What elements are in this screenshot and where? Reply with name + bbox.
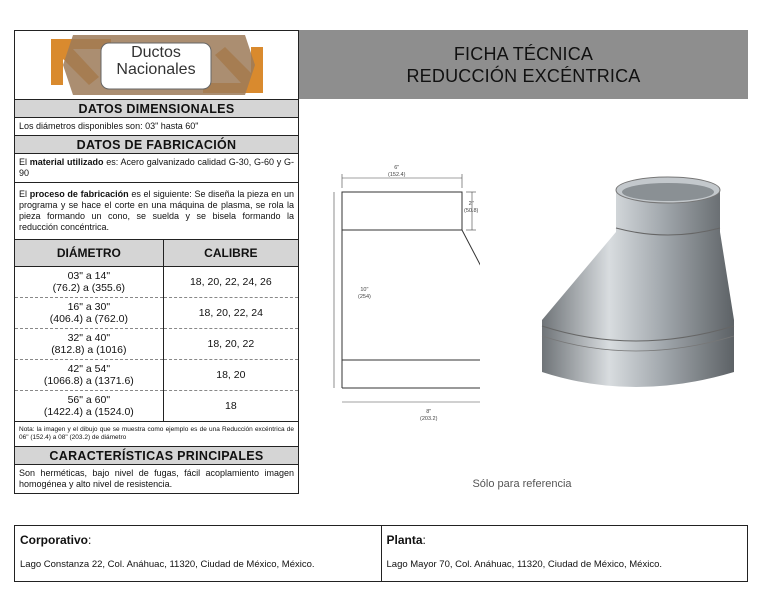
title-banner (299, 30, 748, 99)
features-text: Son herméticas, bajo nivel de fugas, fácil acoplamiento imagen homogénea y alto nivel de resistencia. (19, 467, 294, 489)
diameter-cell: 03" a 14" (76.2) a (355.6) (15, 266, 163, 297)
plant-address: Lago Mayor 70, Col. Anáhuac, 11320, Ciudad de México, México. (386, 559, 662, 570)
plant-block: Planta: Lago Mayor 70, Col. Anáhuac, 11320, Ciudad de México, México. (381, 526, 748, 581)
diameter-cell: 42" a 54" (1066.8) a (1371.6) (15, 359, 163, 390)
corporate-title: Corporativo (20, 533, 89, 547)
product-photo (524, 150, 749, 398)
table-row (15, 328, 298, 359)
corporate-address: Lago Constanza 22, Col. Anáhuac, 11320, Ciudad de México, México. (20, 559, 315, 570)
col-header-diameter: DIÁMETRO (15, 240, 163, 266)
company-logo (15, 31, 298, 100)
logo-line-1: Ductos (131, 44, 181, 61)
side-dimension-label: 2" (50.8) (464, 201, 479, 214)
process-text: El proceso de fabricación es el siguiente: Se diseña la pieza en un programa y se hace el corte en una máquina de plasma, se rola la pieza formando un cono, se suelda y se bisela formando la reducción concéntrica. (15, 183, 298, 240)
dimensional-title: DATOS DIMENSIONALES (15, 100, 298, 118)
title-line-2: REDUCCIÓN EXCÉNTRICA (406, 65, 641, 86)
example-note: Nota: la imagen y el dibujo que se muestra como ejemplo es de una Reducción excéntrica de 06" (152.4) a 08" (203.2) de diámetro (15, 422, 298, 447)
gauge-cell: 18, 20, 22, 24 (163, 297, 298, 328)
table-row (15, 297, 298, 328)
gauge-table (15, 240, 298, 422)
gauge-cell: 18, 20, 22, 24, 26 (163, 266, 298, 297)
dimensional-text: Los diámetros disponibles son: 03" hasta 60" (15, 118, 298, 136)
table-row (15, 359, 298, 390)
material-text: El material utilizado es: Acero galvanizado calidad G-30, G-60 y G-90 (15, 154, 298, 183)
gauge-cell: 18, 20 (163, 359, 298, 390)
plant-title: Planta (386, 533, 423, 547)
height-dimension-label: 10" (254) (358, 287, 371, 300)
left-column (14, 30, 299, 494)
diameter-cell: 56" a 60" (1422.4) a (1524.0) (15, 390, 163, 421)
features-title: CARACTERÍSTICAS PRINCIPALES (15, 447, 298, 465)
reference-caption: Sólo para referencia (472, 478, 572, 490)
gauge-cell: 18 (163, 390, 298, 421)
corporate-block: Corporativo: Lago Constanza 22, Col. Anáhuac, 11320, Ciudad de México, México. (15, 526, 381, 581)
title-line-1: FICHA TÉCNICA (453, 43, 594, 64)
diameter-cell: 16" a 30" (406.4) a (762.0) (15, 297, 163, 328)
top-dimension-label: 6" (152.4) (388, 165, 406, 178)
logo-line-2: Nacionales (116, 61, 196, 78)
fabrication-title: DATOS DE FABRICACIÓN (15, 136, 298, 154)
table-row (15, 390, 298, 421)
gauge-cell: 18, 20, 22 (163, 328, 298, 359)
bottom-dimension-label: 8" (203.2) (420, 409, 438, 422)
footer-addresses (14, 525, 748, 582)
table-row (15, 266, 298, 297)
col-header-gauge: CALIBRE (163, 240, 298, 266)
diameter-cell: 32" a 40" (812.8) a (1016) (15, 328, 163, 359)
